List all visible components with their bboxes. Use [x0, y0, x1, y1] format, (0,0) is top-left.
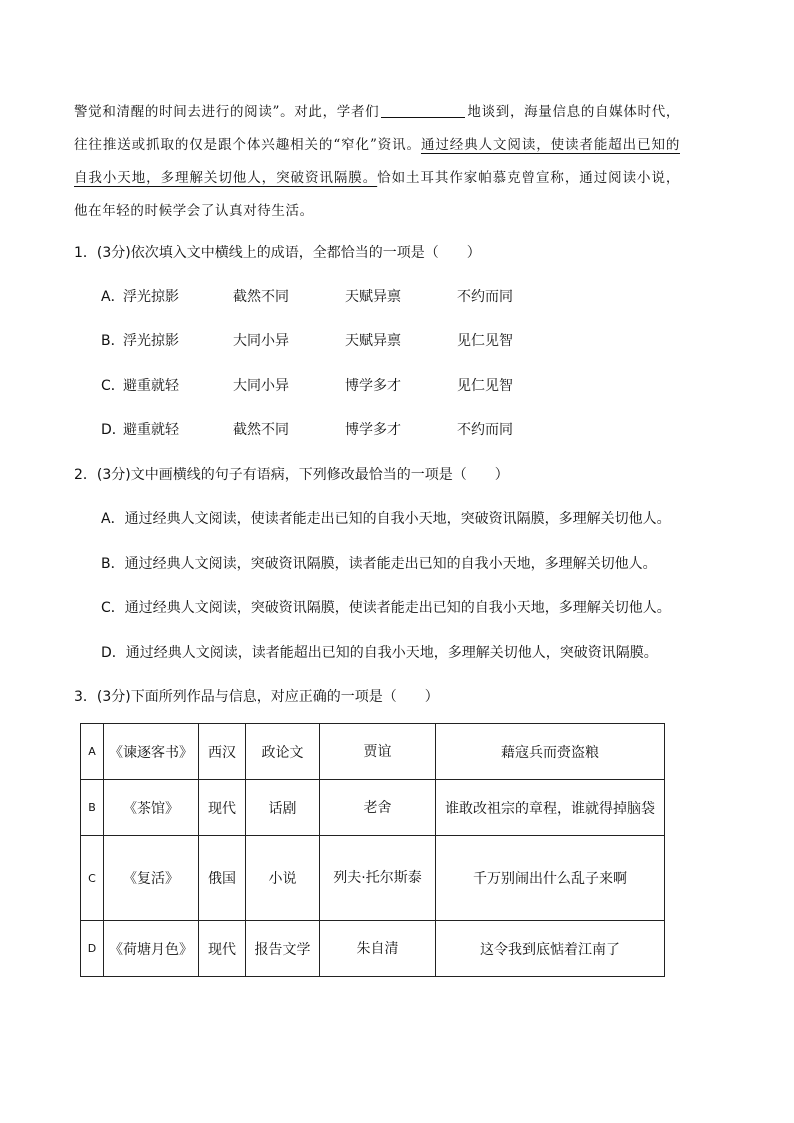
era: 西汉	[199, 724, 246, 780]
row-letter: D	[81, 921, 104, 977]
era: 现代	[199, 921, 246, 977]
idiom-3: 博学多才	[345, 378, 401, 394]
author: 列夫·托尔斯泰	[320, 836, 436, 921]
underlined-sentence: 通过经典人文阅读，使读者能超出已知的自我小天地，多理解关切他人，突破资讯隔膜。	[74, 137, 680, 186]
idiom-4: 不约而同	[457, 422, 513, 438]
idiom-4: 见仁见智	[457, 333, 513, 349]
passage-text-3: 恰如土耳其作家帕慕克曾宣称，通过阅读小说，他在年轻的时候学会了认真对待生活。	[74, 170, 680, 219]
row-letter: C	[81, 836, 104, 921]
idiom-2: 截然不同	[233, 422, 289, 438]
passage-text-2: 地谈到，海量信息的自媒体时代，往往推送或抓取的仅是跟个体兴趣相关的“窄化”资讯。	[74, 104, 680, 153]
work-title: 《谏逐客书》	[104, 724, 199, 780]
idiom-1: 避重就轻	[123, 422, 179, 438]
genre: 政论文	[246, 724, 320, 780]
idiom-2: 截然不同	[233, 289, 289, 305]
idiom-1: 浮光掠影	[123, 333, 179, 349]
idiom-2: 大同小异	[233, 333, 289, 349]
row-letter: A	[81, 724, 104, 780]
q1-option-d[interactable]	[101, 419, 537, 439]
works-table	[80, 723, 665, 977]
q2-option-b[interactable]: B．通过经典人文阅读，突破资讯隔膜，读者能走出已知的自我小天地，多理解关切他人。	[101, 556, 657, 572]
work-title: 《荷塘月色》	[104, 921, 199, 977]
q1-option-a[interactable]	[101, 286, 537, 306]
quote: 千万别闹出什么乱子来啊	[436, 836, 665, 921]
era: 现代	[199, 780, 246, 836]
table-row[interactable]	[81, 836, 665, 921]
question-1-stem: 1．(3分)依次填入文中横线上的成语，全都恰当的一项是（ ）	[74, 245, 481, 261]
question-3-stem: 3．(3分)下面所列作品与信息，对应正确的一项是（ ）	[74, 689, 439, 705]
option-letter: A．	[101, 289, 125, 305]
q1-option-b[interactable]	[101, 330, 537, 350]
passage-text-1: 警觉和清醒的时间去进行的阅读”。对此，学者们	[74, 104, 380, 120]
idiom-1: 浮光掠影	[123, 289, 179, 305]
genre: 报告文学	[246, 921, 320, 977]
idiom-3: 天赋异禀	[345, 289, 401, 305]
idiom-1: 避重就轻	[123, 378, 179, 394]
table-row[interactable]	[81, 921, 665, 977]
author: 朱自清	[320, 921, 436, 977]
idiom-3: 博学多才	[345, 422, 401, 438]
idiom-4: 见仁见智	[457, 378, 513, 394]
q2-option-a[interactable]: A．通过经典人文阅读，使读者能走出已知的自我小天地，突破资讯隔膜，多理解关切他人。	[101, 511, 671, 527]
quote: 谁敢改祖宗的章程，谁就得掉脑袋	[436, 780, 665, 836]
era: 俄国	[199, 836, 246, 921]
genre: 话剧	[246, 780, 320, 836]
work-title: 《复活》	[104, 836, 199, 921]
q2-option-c[interactable]: C．通过经典人文阅读，突破资讯隔膜，使读者能走出已知的自我小天地，多理解关切他人。	[101, 600, 671, 616]
quote: 藉寇兵而赍盗粮	[436, 724, 665, 780]
idiom-4: 不约而同	[457, 289, 513, 305]
q2-option-d[interactable]: D．通过经典人文阅读，读者能超出已知的自我小天地，多理解关切他人，突破资讯隔膜。	[101, 645, 658, 661]
table-row[interactable]	[81, 724, 665, 780]
work-title: 《茶馆》	[104, 780, 199, 836]
q1-option-c[interactable]	[101, 375, 537, 395]
author: 老舍	[320, 780, 436, 836]
reading-passage	[74, 96, 680, 228]
genre: 小说	[246, 836, 320, 921]
quote: 这令我到底惦着江南了	[436, 921, 665, 977]
idiom-2: 大同小异	[233, 378, 289, 394]
row-letter: B	[81, 780, 104, 836]
author: 贾谊	[320, 724, 436, 780]
option-letter: D．	[101, 422, 126, 438]
option-letter: B．	[101, 333, 125, 349]
table-row[interactable]	[81, 780, 665, 836]
fill-in-blank	[381, 103, 465, 118]
question-2-stem: 2．(3分)文中画横线的句子有语病，下列修改最恰当的一项是（ ）	[74, 467, 509, 483]
option-letter: C．	[101, 378, 125, 394]
idiom-3: 天赋异禀	[345, 333, 401, 349]
